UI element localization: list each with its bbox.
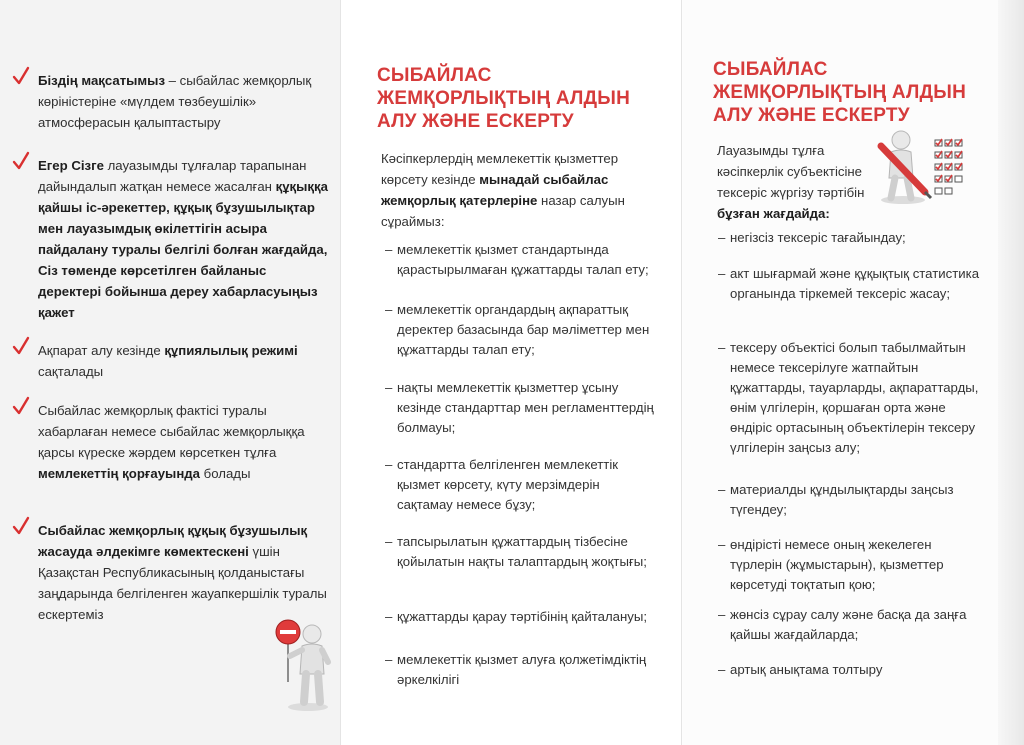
body-text: Ақпарат алу кезінде <box>38 343 165 358</box>
list-item: – өндірісті немесе оның жекелеген түрлерін (жұмыстарын), қызметтер көрсетуді тоқтатып қою; <box>718 537 944 592</box>
body-text: – сыбайлас жемқорлық көріністеріне «мүлдем төзбеушілік» атмосферасын қалыптастыру <box>38 73 312 130</box>
left-item <box>38 400 328 484</box>
body-text: болады <box>199 466 251 481</box>
emphasis-text: құқыққа қайшы іс-әрекеттер, құқық бұзушылықтар мен лауазымдық өкілеттігін асыра пайдалану туралы <box>38 179 328 257</box>
list-item: – стандартта белгіленген мемлекеттік қызмет көрсету, күту мерзімдерін сақтамау немесе бұзу; <box>385 457 619 512</box>
body-text: назар салуын сұраймыз: <box>381 193 625 229</box>
left-item-text <box>38 73 311 130</box>
list-item: – акт шығармай және құқықтық статистика органында тіркемей тексеріс жасау; <box>718 266 980 301</box>
body-text: Сыбайлас жемқорлық фактісі туралы хабарлаған немесе сыбайлас жемқорлыққа қарсы күреске жәрдем көрсеткен тұлға <box>38 403 305 460</box>
list-item: – артық анықтама толтыру <box>718 662 883 677</box>
list-item: – құжаттарды қарау тәртібінің қайталануы; <box>385 609 648 624</box>
body-text: Кәсіпкерлердің мемлекеттік қызметтер көрсету кезінде <box>381 151 619 187</box>
checkmark-icon <box>12 151 30 171</box>
page-edge-shadow <box>998 0 1024 745</box>
pencil-checklist-figure-icon <box>873 126 973 206</box>
body-text: үшін Қазақстан Республикасының қолданыстағы заңдарында белгіленген жауапкершілік туралы ескертеміз <box>38 544 327 622</box>
list-item: – нақты мемлекеттік қызметтер ұсыну кезінде стандарттар мен регламенттердің болмауы; <box>385 380 654 435</box>
list-item: – мемлекеттік қызмет стандартында қарастырылмаған құжаттарды талап ету; <box>385 242 649 277</box>
left-item <box>38 340 328 382</box>
left-item-text <box>38 343 298 379</box>
body-text: Лауазымды тұлға кәсіпкерлік субъектісіне тексеріс жүргізу тәртібін <box>717 143 865 200</box>
title-line: СЫБАЙЛАС <box>713 59 828 80</box>
emphasis-text: бұзған жағдайда: <box>717 206 830 221</box>
list-item: – мемлекеттік қызмет алуға қолжетімдіктің әркелкілігі <box>385 652 647 687</box>
middle-title <box>377 64 630 133</box>
list-item: – тапсырылатын құжаттардың тізбесіне қойылатын нақты талаптардың жоқтығы; <box>385 534 647 569</box>
emphasis-text: мынадай сыбайлас жемқорлық қатерлеріне <box>381 172 609 208</box>
list-item: – материалды құндылықтарды заңсыз түгендеу; <box>718 482 954 517</box>
body-text: лауазымды тұлғалар тарапынан дайындалып жатқан немесе жасалған <box>38 158 307 194</box>
title-line: СЫБАЙЛАС <box>377 65 492 86</box>
title-line: АЛУ ЖӘНЕ ЕСКЕРТУ <box>713 105 910 126</box>
emphasis-text: мемлекеттің қорғауында <box>38 466 200 481</box>
title-line: ЖЕМҚОРЛЫҚТЫҢ АЛДЫН <box>713 82 967 103</box>
checkmark-icon <box>12 66 30 86</box>
right-intro <box>717 140 877 224</box>
left-item <box>38 520 328 625</box>
middle-intro <box>381 148 651 232</box>
left-item <box>38 155 328 323</box>
right-title <box>713 58 966 127</box>
emphasis-text: құпиялылық режимі <box>164 343 298 358</box>
checkmark-icon <box>12 336 30 356</box>
checkmark-icon <box>12 396 30 416</box>
left-item-text <box>38 403 305 481</box>
left-column <box>0 0 340 745</box>
list-item: – жөнсіз сұрау салу және басқа да заңға қайшы жағдайларда; <box>718 607 967 642</box>
list-item: – негізсіз тексеріс тағайындау; <box>718 230 906 245</box>
emphasis-text: Егер Сізге <box>38 158 104 173</box>
emphasis-text: Сыбайлас жемқорлық құқық бұзушылық жасауда әлдекімге көмектескені <box>38 523 308 559</box>
middle-column <box>340 0 682 745</box>
left-item-text <box>38 158 328 320</box>
left-item-text <box>38 523 327 622</box>
list-item: – мемлекеттік органдардың ақпараттық деректер базасында бар мәліметтер мен құжаттарды талап ету; <box>385 302 650 357</box>
stop-sign-figure-icon <box>270 612 340 712</box>
checkmark-icon <box>12 516 30 536</box>
body-text: сақталады <box>38 364 104 379</box>
title-line: АЛУ ЖӘНЕ ЕСКЕРТУ <box>377 111 574 132</box>
emphasis-text: Біздің мақсатымыз <box>38 73 166 88</box>
emphasis-text: белгілі болған жағдайда, Сіз төменде көрсетілген байланыс деректері бойынша дереу хабарласуыңыз қажет <box>38 242 328 320</box>
list-item: – тексеру объектісі болып табылмайтын немесе тексерілуге жатпайтын құжаттарды, тауарларды, ақпараттарды, өнім үлгілерін, қоршаған орта және өндіріс ортасының объектілерін тексеру үлгілерін заңсыз алу; <box>718 340 979 455</box>
left-item <box>38 70 328 133</box>
title-line: ЖЕМҚОРЛЫҚТЫҢ АЛДЫН <box>377 88 631 109</box>
right-column <box>683 0 1024 745</box>
